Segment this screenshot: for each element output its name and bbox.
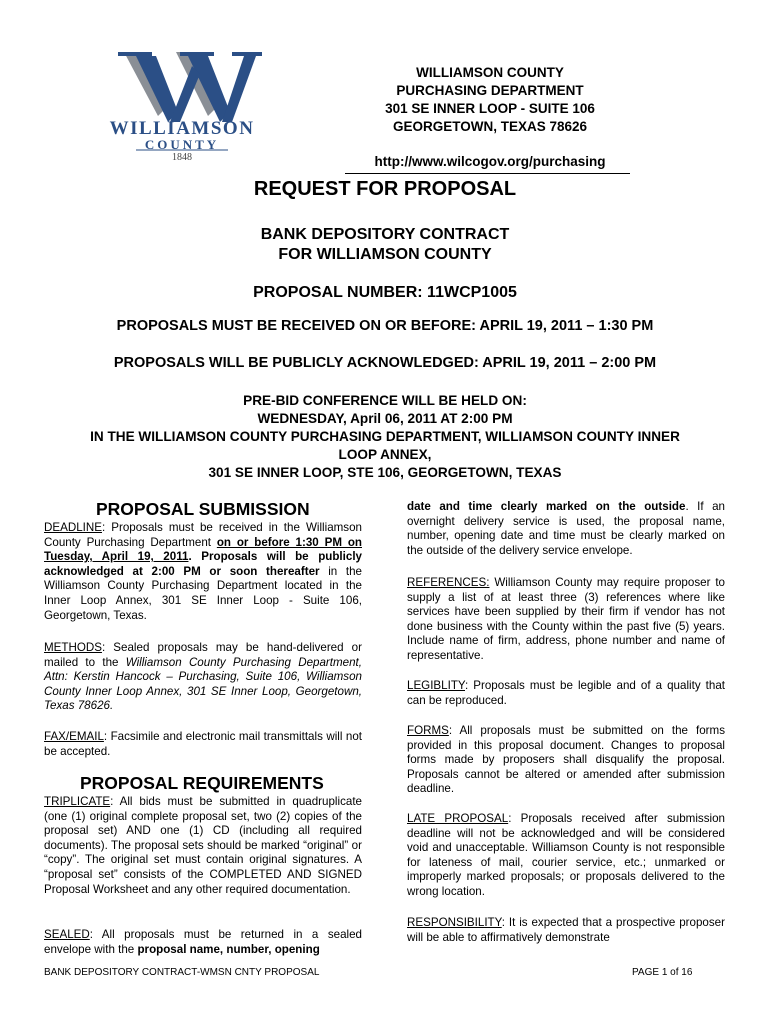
submission-heading: PROPOSAL SUBMISSION — [96, 499, 310, 519]
references-label: REFERENCES: — [407, 576, 490, 589]
header-department: PURCHASING DEPARTMENT — [396, 83, 584, 98]
prebid-line-4: LOOP ANNEX, — [338, 447, 432, 462]
legibility-paragraph: LEGIBLITY: Proposals must be legible and of a quality that can be reproduced. — [407, 679, 725, 707]
header-county: WILLIAMSON COUNTY — [416, 65, 564, 80]
responsibility-label: RESPONSIBILITY — [407, 916, 502, 929]
logo-county: COUNTY — [144, 137, 220, 152]
logo-name: WILLIAMSON — [109, 118, 255, 139]
contract-line-2: FOR WILLIAMSON COUNTY — [278, 246, 492, 263]
w-mark-icon — [118, 52, 262, 122]
acknowledged-time: PROPOSALS WILL BE PUBLICLY ACKNOWLEDGED: APRIL 19, 2011 – 2:00 PM — [113, 355, 657, 371]
envelope-paragraph: date and time clearly marked on the outside. If an overnight delivery service is used, the proposal name, number, opening date and time must be clearly marked on the outside of the delivery service envelope. — [407, 500, 725, 557]
received-deadline: PROPOSALS MUST BE RECEIVED ON OR BEFORE: APRIL 19, 2011 – 1:30 PM — [116, 318, 654, 334]
header-city: GEORGETOWN, TEXAS 78626 — [392, 119, 588, 134]
sealed-label: SEALED — [44, 928, 90, 941]
page-title: REQUEST FOR PROPOSAL — [253, 178, 517, 200]
header-divider — [345, 173, 630, 174]
fax-paragraph: FAX/EMAIL: Facsimile and electronic mail transmittals will not be accepted. — [44, 730, 362, 758]
proposal-number: PROPOSAL NUMBER: 11WCP1005 — [253, 284, 517, 301]
deadline-label: DEADLINE — [44, 521, 102, 534]
late-proposal-label: LATE PROPOSAL — [407, 812, 509, 825]
forms-label: FORMS — [407, 724, 449, 737]
forms-paragraph: FORMS: All proposals must be submitted on the forms provided in this proposal document. Changes to proposal forms made by proposers shall disqualify the proposal. Proposals cannot be altered or amended after submission deadline. — [407, 724, 725, 796]
triplicate-label: TRIPLICATE — [44, 795, 111, 808]
sealed-paragraph: SEALED: All proposals must be returned in a sealed envelope with the proposal name, number, opening — [44, 928, 362, 956]
prebid-line-1: PRE-BID CONFERENCE WILL BE HELD ON: — [243, 393, 527, 408]
fax-label: FAX/EMAIL — [44, 730, 104, 743]
methods-label: METHODS — [44, 641, 102, 654]
logo-year: 1848 — [172, 152, 192, 163]
requirements-heading: PROPOSAL REQUIREMENTS — [80, 773, 324, 793]
footer-document-name: BANK DEPOSITORY CONTRACT-WMSN CNTY PROPOSAL — [44, 967, 320, 978]
prebid-line-2: WEDNESDAY, April 06, 2011 AT 2:00 PM — [257, 411, 513, 426]
header-url-link[interactable]: http://www.wilcogov.org/purchasing — [374, 154, 606, 169]
legibility-label: LEGIBLITY — [407, 679, 465, 692]
prebid-line-5: 301 SE INNER LOOP, STE 106, GEORGETOWN, TEXAS — [208, 465, 562, 480]
contract-line-1: BANK DEPOSITORY CONTRACT — [260, 226, 510, 243]
responsibility-paragraph: RESPONSIBILITY: It is expected that a prospective proposer will be able to affirmatively demonstrate — [407, 916, 725, 944]
late-proposal-paragraph: LATE PROPOSAL: Proposals received after submission deadline will not be acknowledged and will be considered void and unacceptable. Williamson County is not responsible for lateness of mail, courier service, etc.; unmarked or improperly marked proposals; or proposals delivered to the wrong location. — [407, 812, 725, 898]
prebid-line-3: IN THE WILLIAMSON COUNTY PURCHASING DEPARTMENT, WILLIAMSON COUNTY INNER — [90, 429, 680, 444]
references-paragraph: REFERENCES: Williamson County may require proposer to supply a list of at least three (3) references where like services have been supplied by their firm if vendor has not done business with the County within the past five (5) years. Include name of firm, address, phone number and name of representative. — [407, 576, 725, 662]
deadline-paragraph: DEADLINE: Proposals must be received in the Williamson County Purchasing Department on or before 1:30 PM on Tuesday, April 19, 2011. Proposals will be publicly acknowledged at 2:00 PM or soon thereafter in the Williamson County Purchasing Department located in the Inner Loop Annex, 301 SE Inner Loop - Suite 106, Georgetown, Texas. — [44, 521, 362, 622]
footer-page-number: PAGE 1 of 16 — [632, 967, 693, 978]
methods-paragraph: METHODS: Sealed proposals may be hand-delivered or mailed to the Williamson County Purchasing Department, Attn: Kerstin Hancock – Purchasing, Suite 106, Williamson County Inner Loop Annex, 301 SE Inner Loop, Georgetown, Texas 78626. — [44, 641, 362, 713]
triplicate-paragraph: TRIPLICATE: All bids must be submitted in quadruplicate (one (1) original complete proposal set, two (2) copies of the proposal set) AND one (1) CD (including all required documents). The proposal sets should be marked “original” or “copy”. The original set must contain original signatures. A “proposal set” consists of the COMPLETED AND SIGNED Proposal Worksheet and any other required documentation. — [44, 795, 362, 896]
header-street: 301 SE INNER LOOP - SUITE 106 — [385, 101, 595, 116]
